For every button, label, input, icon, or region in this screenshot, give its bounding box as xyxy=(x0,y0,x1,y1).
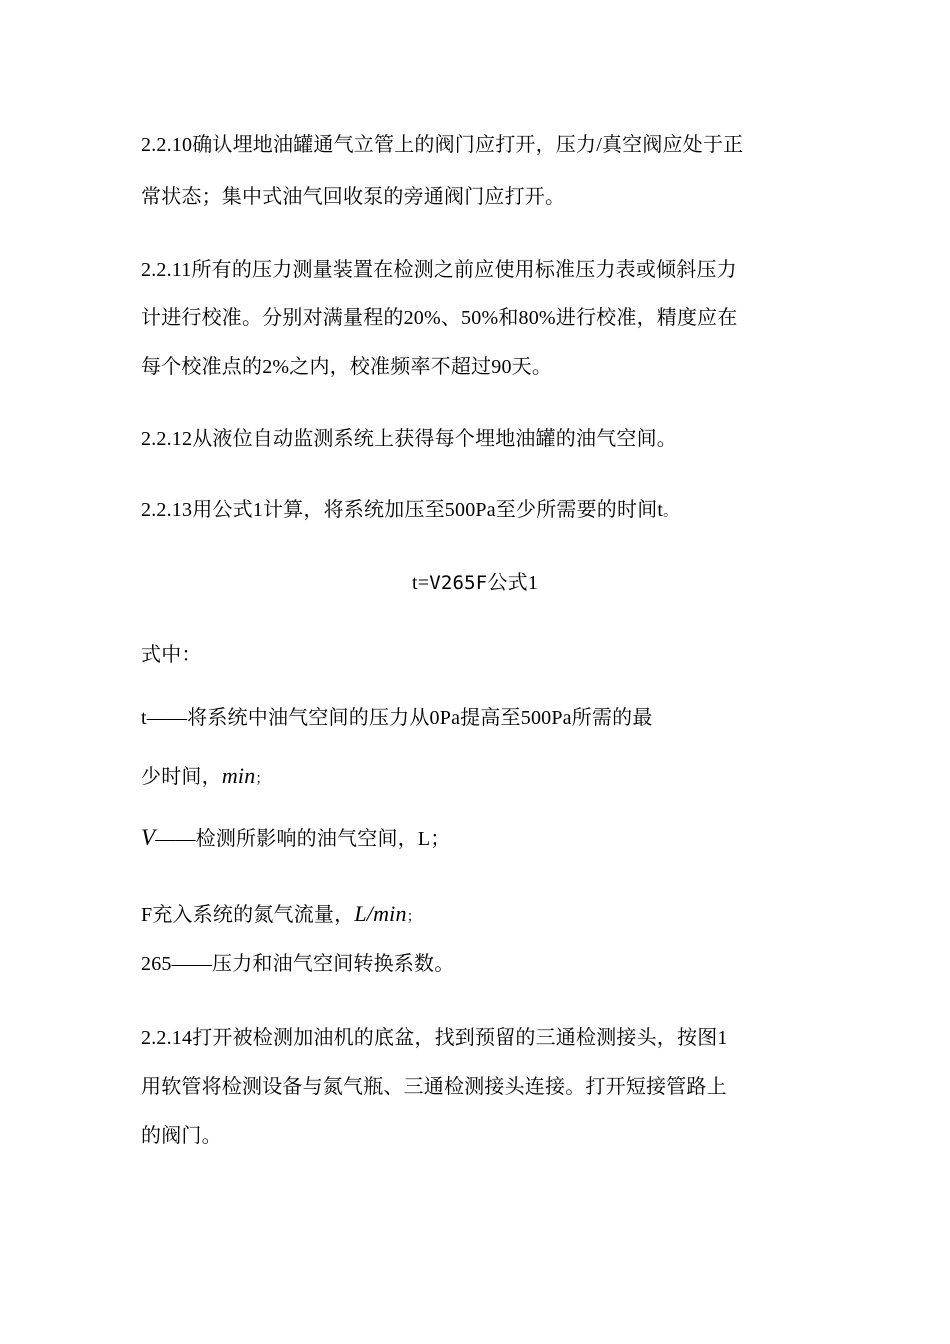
paragraph-2-2-10-line-2: 常状态；集中式油气回收泵的旁通阀门应打开。 xyxy=(141,186,566,208)
definition-f-unit: L/min xyxy=(354,901,407,926)
formula-1 xyxy=(0,573,950,593)
where-label: 式中： xyxy=(141,644,202,666)
definition-t-text: 少时间， xyxy=(141,766,222,788)
definition-v-symbol: V xyxy=(141,825,156,850)
definition-f-text: F充入系统的氮气流量， xyxy=(141,904,355,926)
definition-f xyxy=(141,903,421,925)
paragraph-2-2-14-line-1: 2.2.14打开被检测加油机的底盆，找到预留的三通检测接头，按图1 xyxy=(141,1027,728,1049)
paragraph-2-2-13-period: 。 xyxy=(663,505,678,520)
formula-expression: V265F xyxy=(429,572,488,594)
paragraph-2-2-12-line-1: 2.2.12从液位自动监测系统上获得每个埋地油罐的油气空间。 xyxy=(141,428,677,450)
formula-label: 公式1 xyxy=(487,572,539,594)
definition-t-end: ； xyxy=(255,772,270,787)
definition-v-text: ——检测所影响的油气空间，L； xyxy=(155,828,451,850)
paragraph-2-2-13-line-1 xyxy=(141,500,677,520)
definition-t-line-2 xyxy=(141,765,270,787)
definition-t-unit: min xyxy=(221,763,256,788)
definition-t-line-1: t——将系统中油气空间的压力从0Pa提高至500Pa所需的最 xyxy=(141,707,653,729)
definition-f-end: ； xyxy=(406,910,421,925)
paragraph-2-2-11-line-3: 每个校准点的2%之内，校准频率不超过90天。 xyxy=(141,356,553,378)
paragraph-2-2-10-line-1: 2.2.10确认埋地油罐通气立管上的阀门应打开，压力/真空阀应处于正 xyxy=(141,134,744,156)
paragraph-2-2-14-line-3: 的阀门。 xyxy=(141,1125,222,1147)
formula-prefix: t= xyxy=(411,572,430,594)
definition-265: 265——压力和油气空间转换系数。 xyxy=(141,953,455,975)
definition-v xyxy=(141,826,450,849)
paragraph-2-2-11-line-1: 2.2.11所有的压力测量装置在检测之前应使用标准压力表或倾斜压力 xyxy=(141,259,737,281)
paragraph-2-2-11-line-2: 计进行校准。分别对满量程的20%、50%和80%进行校准，精度应在 xyxy=(141,307,738,329)
paragraph-2-2-14-line-2: 用软管将检测设备与氮气瓶、三通检测接头连接。打开短接管路上 xyxy=(141,1076,727,1098)
paragraph-2-2-13-text: 2.2.13用公式1计算，将系统加压至500Pa至少所需要的时间t xyxy=(141,499,664,521)
